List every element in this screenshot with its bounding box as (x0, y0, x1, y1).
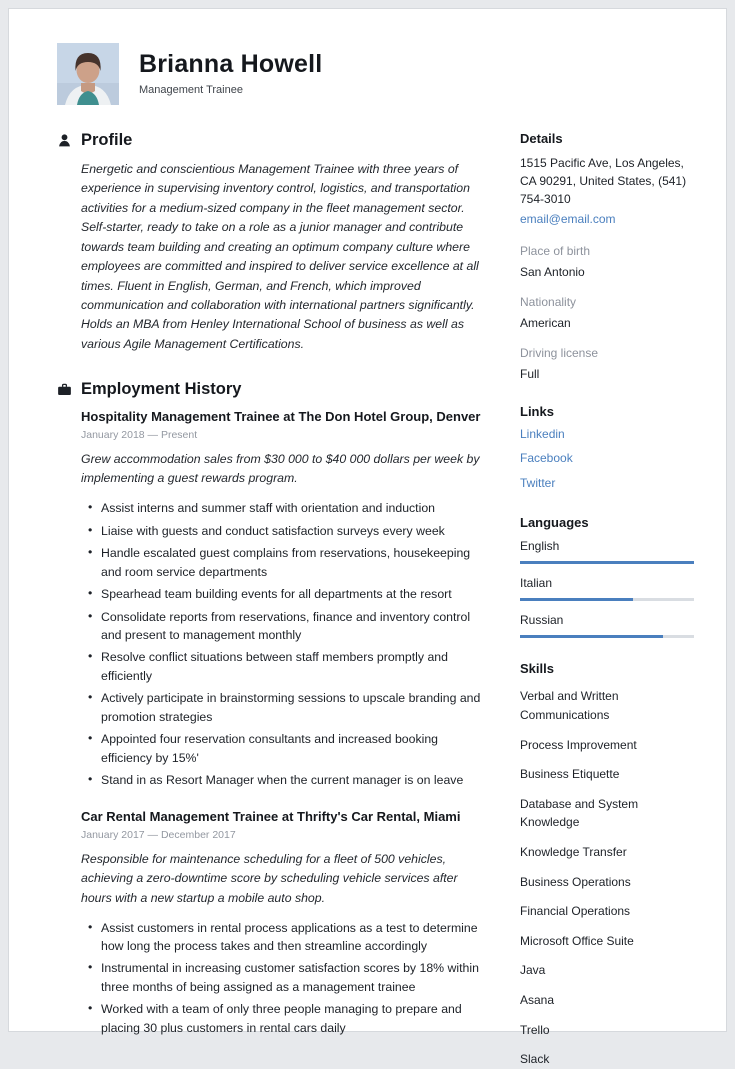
section-employment (57, 380, 481, 1037)
bullet-list (87, 499, 481, 789)
bullet-item: • Worked with a team of only three people managing to prepare and placing 30 plus customers in rental cars daily (87, 1000, 481, 1037)
languages-heading: Languages (520, 515, 589, 531)
skill-item: Business Operations (520, 874, 631, 889)
employment-heading: Employment History (81, 380, 242, 399)
briefcase-icon (57, 382, 72, 397)
language-bar (520, 561, 694, 564)
resume-page (8, 8, 727, 1067)
skill-item: Database and System Knowledge (520, 796, 639, 830)
field-label: Place of birth (520, 243, 591, 258)
skills-heading: Skills (520, 661, 554, 677)
bullet-item: • Consolidate reports from reservations, finance and inventory control and present to management monthly (87, 608, 481, 645)
bullet-item: • Assist interns and summer staff with orientation and induction (87, 499, 481, 517)
link-item[interactable]: Twitter (520, 475, 556, 490)
language-item (520, 576, 694, 601)
links-section (520, 404, 694, 493)
bullet-list (87, 919, 481, 1038)
bullet-item: • Assist customers in rental process applications as a test to determine how long the process takes and then streamline accordingly (87, 919, 481, 956)
profile-heading: Profile (81, 131, 133, 149)
skill-item: Slack (520, 1052, 550, 1067)
job-title: Hospitality Management Trainee at The Don Hotel Group, Denver (81, 409, 481, 425)
language-bar (520, 635, 694, 638)
skill-item: Verbal and Written Communications (520, 689, 619, 723)
details-heading: Details (520, 131, 563, 146)
language-bar (520, 598, 694, 601)
language-name: English (520, 539, 560, 554)
profile-photo (57, 43, 119, 105)
job-entry (81, 409, 481, 789)
profile-text: Energetic and conscientious Management Trainee with three years of experience in supervising inventory control, logistics, and transportation activities for a medium-sized company in the fleet management sector. Self-starter, ready to take on a role as a junior manager and contribute towards team building and creating an optimum company culture where employees are committed and inspired to deliver service excellence at all times. Fluent in English, German, and French, which improved communication and collaboration with international partners significantly. Holds an MBA from Henley International School of business as well as various Agile Management Certifications. (81, 162, 479, 351)
field-label: Nationality (520, 294, 577, 309)
field-value: American (520, 315, 571, 330)
languages-list (520, 539, 694, 638)
links-heading: Links (520, 403, 554, 419)
person-icon (57, 133, 72, 148)
main-column (57, 131, 481, 1069)
field-value: Full (520, 366, 540, 381)
job-dates: January 2018 — Present (81, 429, 198, 442)
bullet-item: • Liaise with guests and conduct satisfaction surveys every week (87, 522, 481, 540)
job-title: Car Rental Management Trainee at Thrifty's Car Rental, Miami (81, 809, 461, 825)
bullet-item: • Spearhead team building events for all departments at the resort (87, 585, 481, 603)
skills-list (520, 687, 694, 1068)
candidate-name: Brianna Howell (139, 50, 323, 78)
skills-section (520, 661, 694, 1068)
header-text (139, 43, 322, 96)
language-name: Italian (520, 576, 553, 591)
resume-header (57, 43, 692, 105)
avatar-image (57, 43, 119, 105)
details-section (520, 131, 694, 228)
field-label: Driving license (520, 345, 599, 360)
link-item[interactable]: Linkedin (520, 426, 565, 441)
job-summary: Responsible for maintenance scheduling for a fleet of 500 vehicles, achieving a zero-downtime score by scheduling vehicle services after hours with a new startup a mobile auto shop. (81, 852, 458, 905)
skill-item: Trello (520, 1022, 550, 1037)
link-item[interactable]: Facebook (520, 451, 573, 466)
bullet-item: • Appointed four reservation consultants and increased booking efficiency by 15%' (87, 730, 481, 767)
language-name: Russian (520, 613, 564, 628)
bullet-item: • Handle escalated guest complains from reservations, housekeeping and room service departments (87, 544, 481, 581)
detail-fields (520, 244, 694, 381)
language-bar-fill (520, 635, 663, 638)
bullet-item: • Actively participate in brainstorming sessions to upscale branding and promotion strategies (87, 689, 481, 726)
bullet-item: • Resolve conflict situations between staff members promptly and efficiently (87, 648, 481, 685)
field-value: San Antonio (520, 264, 585, 279)
language-bar-fill (520, 561, 694, 564)
skill-item: Business Etiquette (520, 767, 620, 782)
language-bar-fill (520, 598, 633, 601)
bullet-item: • Instrumental in increasing customer satisfaction scores by 18% within three months of being assigned as a management trainee (87, 959, 481, 996)
language-item (520, 613, 694, 638)
links-list (520, 425, 694, 493)
bullet-item: • Stand in as Resort Manager when the current manager is on leave (87, 771, 481, 789)
email-link[interactable]: email@email.com (520, 211, 616, 226)
skill-item: Java (520, 963, 546, 978)
skill-item: Knowledge Transfer (520, 845, 627, 860)
address-text: 1515 Pacific Ave, Los Angeles, CA 90291, United States, (541) 754-3010 (520, 156, 687, 207)
skill-item: Financial Operations (520, 904, 631, 919)
skill-item: Asana (520, 993, 555, 1008)
job-dates: January 2017 — December 2017 (81, 829, 236, 842)
job-summary: Grew accommodation sales from $30 000 to $40 000 dollars per week by implementing a guest rewards program. (81, 452, 480, 486)
section-profile (57, 131, 481, 354)
skill-item: Process Improvement (520, 737, 637, 752)
candidate-title: Management Trainee (139, 84, 243, 96)
language-item (520, 539, 694, 564)
languages-section (520, 515, 694, 638)
sidebar (520, 131, 694, 1069)
skill-item: Microsoft Office Suite (520, 933, 634, 948)
job-entry (81, 809, 481, 1037)
